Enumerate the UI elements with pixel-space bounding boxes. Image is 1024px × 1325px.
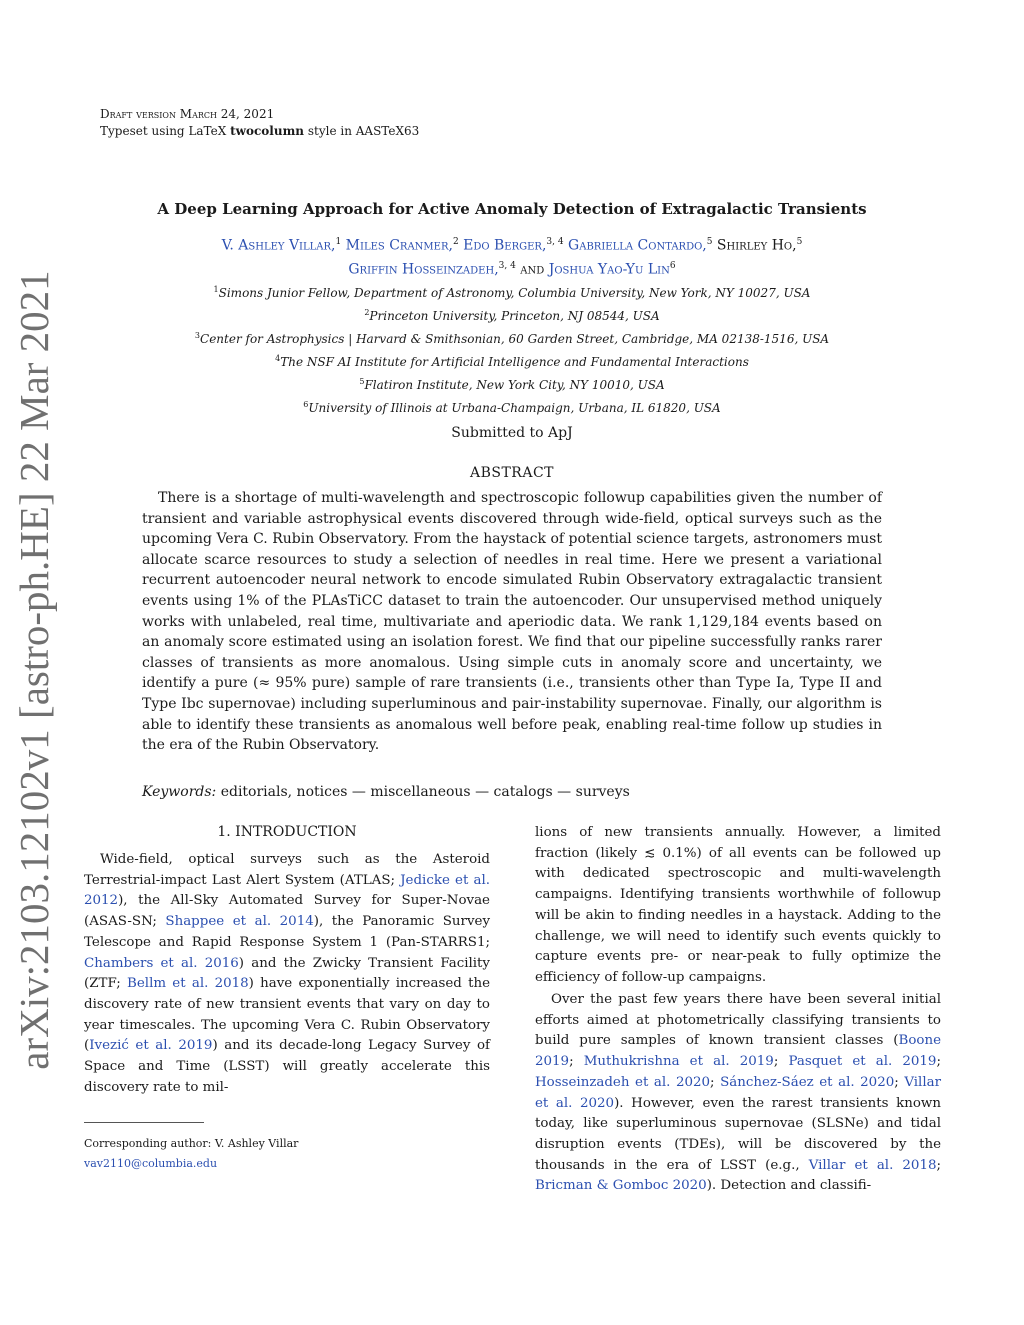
intro-paragraph-1: Wide-field, optical surveys such as the Asteroid Terrestrial-impact Last Alert System (ATLAS; Jedicke et al. 2012), the All-Sky Automated Survey for Super-Novae (ASAS-SN; Shappee et al. 2014), the Panoramic Survey Telescope and Rapid Response System 1 (Pan-STARRS1; Chambers et al. 2016) and the Zwicky Transient Facility (ZTF; Bellm et al. 2018) have exponentially increased the discovery rate of new transient events that vary on day to year timescales. The upcoming Vera C. Rubin Observatory (Ivezić et al. 2019) and its decade-long Legacy Survey of Space and Time (LSST) will greatly accelerate this discovery rate to mil- — [84, 852, 491, 1095]
citation-link[interactable]: Bellm et al. 2018 — [127, 976, 249, 992]
author-email-link[interactable]: vav2110@columbia.edu — [84, 1157, 218, 1170]
affiliation: $^3$Center for Astrophysics | Harvard & Smithsonian, 60 Garden Street, Cambridge, MA 02138-1516, USA — [194, 331, 830, 346]
abstract-body: There is a shortage of multi-wavelength and spectroscopic followup capabilities given the number of transient and variable astrophysical events discovered through wide-field, optical surveys such as the upcoming Vera C. Rubin Observatory. From the haystack of potential science targets, astronomers must allocate scarce resources to study a selection of needles in real time. Here we present a variational recurrent autoencoder neural network to encode simulated Rubin Observatory extragalactic transient events using 1% of the PLAsTiCC dataset to train the autoencoder. Our unsupervised method uniquely works with unlabeled, real time, multivariate and aperiodic data. We rank 1,129,184 events based on an anomaly score estimated using an isolation forest. We find that our pipeline successfully ranks rarer classes of transients as more anomalous. Using simple cuts in anomaly score and uncertainty, we identify a pure (≈ 95% pure) sample of rare transients (i.e., transients other than Type Ia, Type II and Type Ibc supernovae) including superluminous and pair-instability supernovae. Finally, our algorithm is able to identify these transients as anomalous well before peak, enabling real-time follow up studies in the era of the Rubin Observatory. — [142, 490, 882, 754]
footnote-rule — [84, 1122, 204, 1123]
corresponding-author: Corresponding author: V. Ashley Villar — [84, 1137, 299, 1150]
draft-version: Draft version March 24, 2021 — [100, 107, 275, 121]
keywords: Keywords: editorials, notices — miscellaneous — catalogs — surveys — [142, 784, 630, 800]
author-link[interactable]: V. Ashley Villar, — [221, 237, 336, 254]
affiliations — [120, 280, 904, 418]
citation-link[interactable]: Pasquet et al. 2019 — [788, 1054, 937, 1070]
latex-logo: LaTeX — [188, 124, 227, 138]
citation-link[interactable]: Shappee et al. 2014 — [165, 914, 314, 930]
citation-link[interactable]: Chambers et al. 2016 — [84, 955, 239, 971]
author-link[interactable]: Gabriella Contardo, — [568, 237, 707, 254]
affiliation: $^1$Simons Junior Fellow, Department of Astronomy, Columbia University, New York, NY 10027, USA — [213, 285, 811, 300]
affiliation: $^6$University of Illinois at Urbana-Champaign, Urbana, IL 61820, USA — [303, 400, 721, 415]
submission-note: Submitted to ApJ — [451, 425, 573, 441]
author-link[interactable]: Griffin Hosseinzadeh, — [348, 261, 499, 278]
author-list: V. Ashley Villar,$^1$ Miles Cranmer,$^2$ Edo Berger,$^{3, 4}$ Gabriella Contardo,$^5$ Shirley Ho,$^5$ Griffin Hosseinzadeh,$^{3, 4}$ and Joshua Yao-Yu Lin$^6$ — [221, 237, 803, 278]
citation-link[interactable]: Bricman & Gomboc 2020 — [535, 1178, 707, 1194]
affiliation: $^5$Flatiron Institute, New York City, NY 10010, USA — [359, 377, 665, 392]
author-link[interactable]: Joshua Yao-Yu Lin — [548, 261, 670, 278]
arxiv-id: arXiv:2103.12102v1 [astro-ph.HE] 22 Mar 2021 — [11, 270, 57, 1070]
citation-link[interactable]: Villar et al. 2018 — [808, 1157, 937, 1173]
citation-link[interactable]: Villar et al. 2020 — [535, 1074, 941, 1111]
affiliation: $^2$Princeton University, Princeton, NJ 08544, USA — [364, 308, 660, 323]
intro-paragraph-3: Over the past few years there have been several initial efforts aimed at photometrically classifying transients to build pure samples of known transient classes (Boone 2019; Muthukrishna et al. 2019; Pasquet et al. 2019; Hosseinzadeh et al. 2020; Sánchez-Sáez et al. 2020; Villar et al. 2020). However, even the rarest transients known today, like superluminous supernovae (SLSNe) and tidal disruption events (TDEs), will be discovered by the thousands in the era of LSST (e.g., Villar et al. 2018; Bricman & Gomboc 2020). Detection and classifi- — [535, 992, 942, 1194]
abstract-heading: ABSTRACT — [469, 465, 555, 481]
citation-link[interactable]: Boone 2019 — [535, 1033, 941, 1070]
author-link[interactable]: Miles Cranmer, — [345, 237, 453, 254]
citation-link[interactable]: Muthukrishna et al. 2019 — [583, 1054, 774, 1070]
typeset-line: Typeset using LaTeX twocolumn style in AASTeX63 — [100, 124, 420, 138]
citation-link[interactable]: Sánchez-Sáez et al. 2020 — [720, 1074, 895, 1090]
affiliation: $^4$The NSF AI Institute for Artificial Intelligence and Fundamental Interactions — [275, 354, 749, 369]
citation-link[interactable]: Hosseinzadeh et al. 2020 — [535, 1074, 711, 1090]
intro-paragraph-2: lions of new transients annually. However, a limited fraction (likely ≲ 0.1%) of all events can be followed up with dedicated spectroscopic and multi-wavelength campaigns. Identifying transients worthwhile of followup will be akin to finding needles in a haystack. Adding to the challenge, we will need to identify such events quickly to capture events pre- or near-peak to fully optimize the efficiency of follow-up campaigns. — [535, 825, 941, 985]
section-heading: 1. INTRODUCTION — [217, 824, 357, 840]
author-link[interactable]: Edo Berger, — [463, 237, 547, 254]
citation-link[interactable]: Ivezić et al. 2019 — [89, 1038, 213, 1054]
author-name: Shirley Ho, — [716, 237, 797, 254]
citation-link[interactable]: Jedicke et al. 2012 — [84, 872, 490, 909]
paper-title: A Deep Learning Approach for Active Anomaly Detection of Extragalactic Transients — [157, 200, 867, 218]
draft-header — [100, 106, 419, 140]
